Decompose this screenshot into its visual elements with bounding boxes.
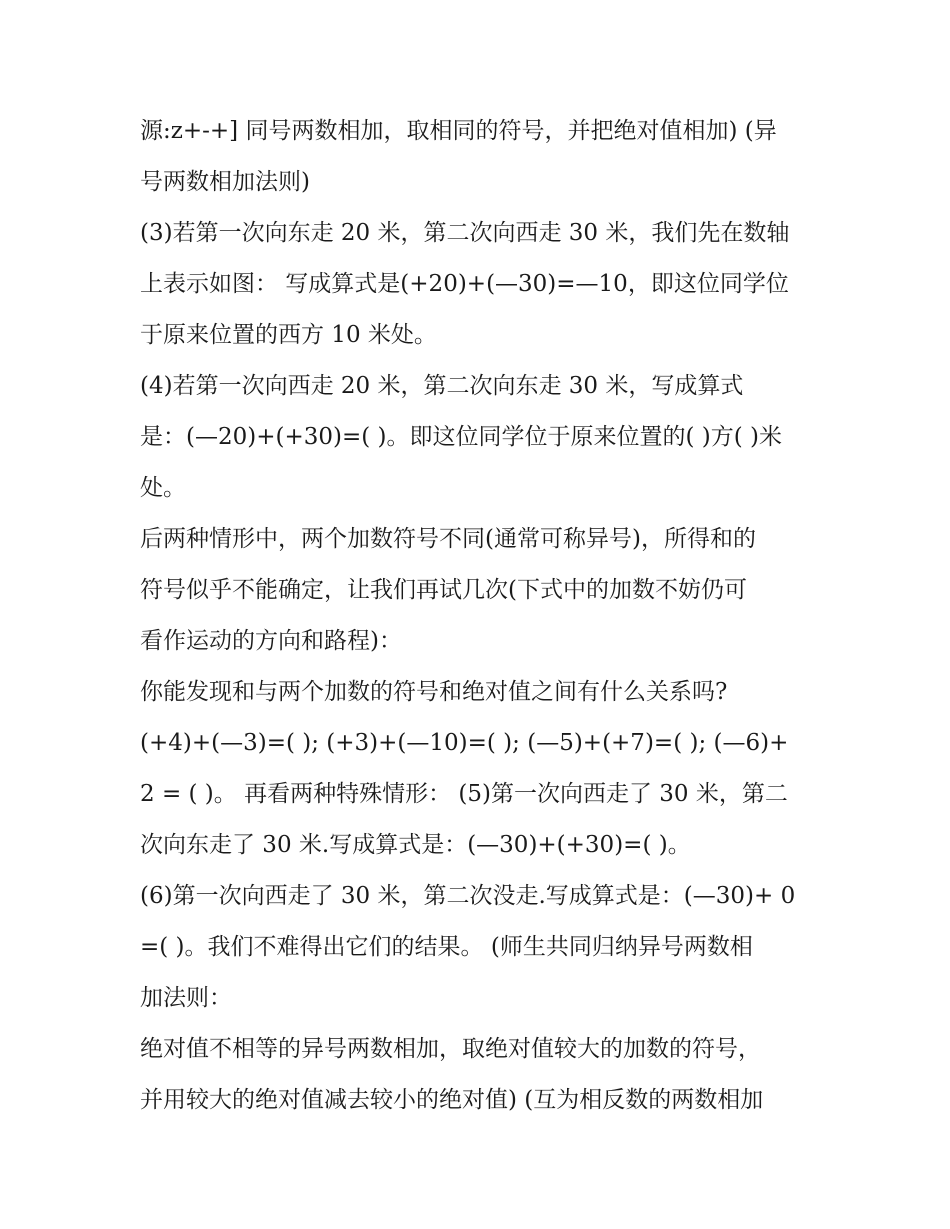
text-line: 号两数相加法则) bbox=[140, 169, 310, 195]
text-line: =( )。我们不难得出它们的结果。 (师生共同归纳异号两数相 bbox=[140, 934, 753, 960]
text-line: 是：(—20)+(+30)=( )。即这位同学位于原来位置的( )方( )米 bbox=[140, 424, 783, 450]
text-line: 并用较大的绝对值减去较小的绝对值) (互为相反数的两数相加 bbox=[140, 1087, 764, 1113]
text-line: 处。 bbox=[140, 475, 186, 501]
text-line: 你能发现和与两个加数的符号和绝对值之间有什么关系吗? bbox=[140, 679, 728, 705]
text-line: 绝对值不相等的异号两数相加，取绝对值较大的加数的符号， bbox=[140, 1036, 761, 1062]
text-line: 后两种情形中，两个加数符号不同(通常可称异号)，所得和的 bbox=[140, 526, 756, 552]
text-line: 上表示如图： 写成算式是(+20)+(—30)=—10，即这位同学位 bbox=[140, 271, 789, 297]
text-line: (+4)+(—3)=( ); (+3)+(—10)=( ); (—5)+(+7)=( ); (—6)+ bbox=[140, 730, 789, 756]
text-line: (6)第一次向西走了 30 米，第二次没走.写成算式是：(—30)+ 0 bbox=[140, 883, 796, 909]
text-line: 于原来位置的西方 10 米处。 bbox=[140, 322, 437, 348]
text-line: 看作运动的方向和路程)： bbox=[140, 628, 402, 654]
document-body bbox=[140, 106, 820, 1126]
text-line: 加法则： bbox=[140, 985, 232, 1011]
text-line: 符号似乎不能确定，让我们再试几次(下式中的加数不妨仍可 bbox=[140, 577, 747, 603]
text-line: 2 = ( )。 再看两种特殊情形： (5)第一次向西走了 30 米，第二 bbox=[140, 781, 788, 807]
text-line: (3)若第一次向东走 20 米，第二次向西走 30 米，我们先在数轴 bbox=[140, 220, 790, 246]
text-line: (4)若第一次向西走 20 米，第二次向东走 30 米，写成算式 bbox=[140, 373, 744, 399]
text-line: 源:z+-+] 同号两数相加，取相同的符号，并把绝对值相加) (异 bbox=[140, 118, 777, 144]
text-line: 次向东走了 30 米.写成算式是：(—30)+(+30)=( )。 bbox=[140, 832, 691, 858]
